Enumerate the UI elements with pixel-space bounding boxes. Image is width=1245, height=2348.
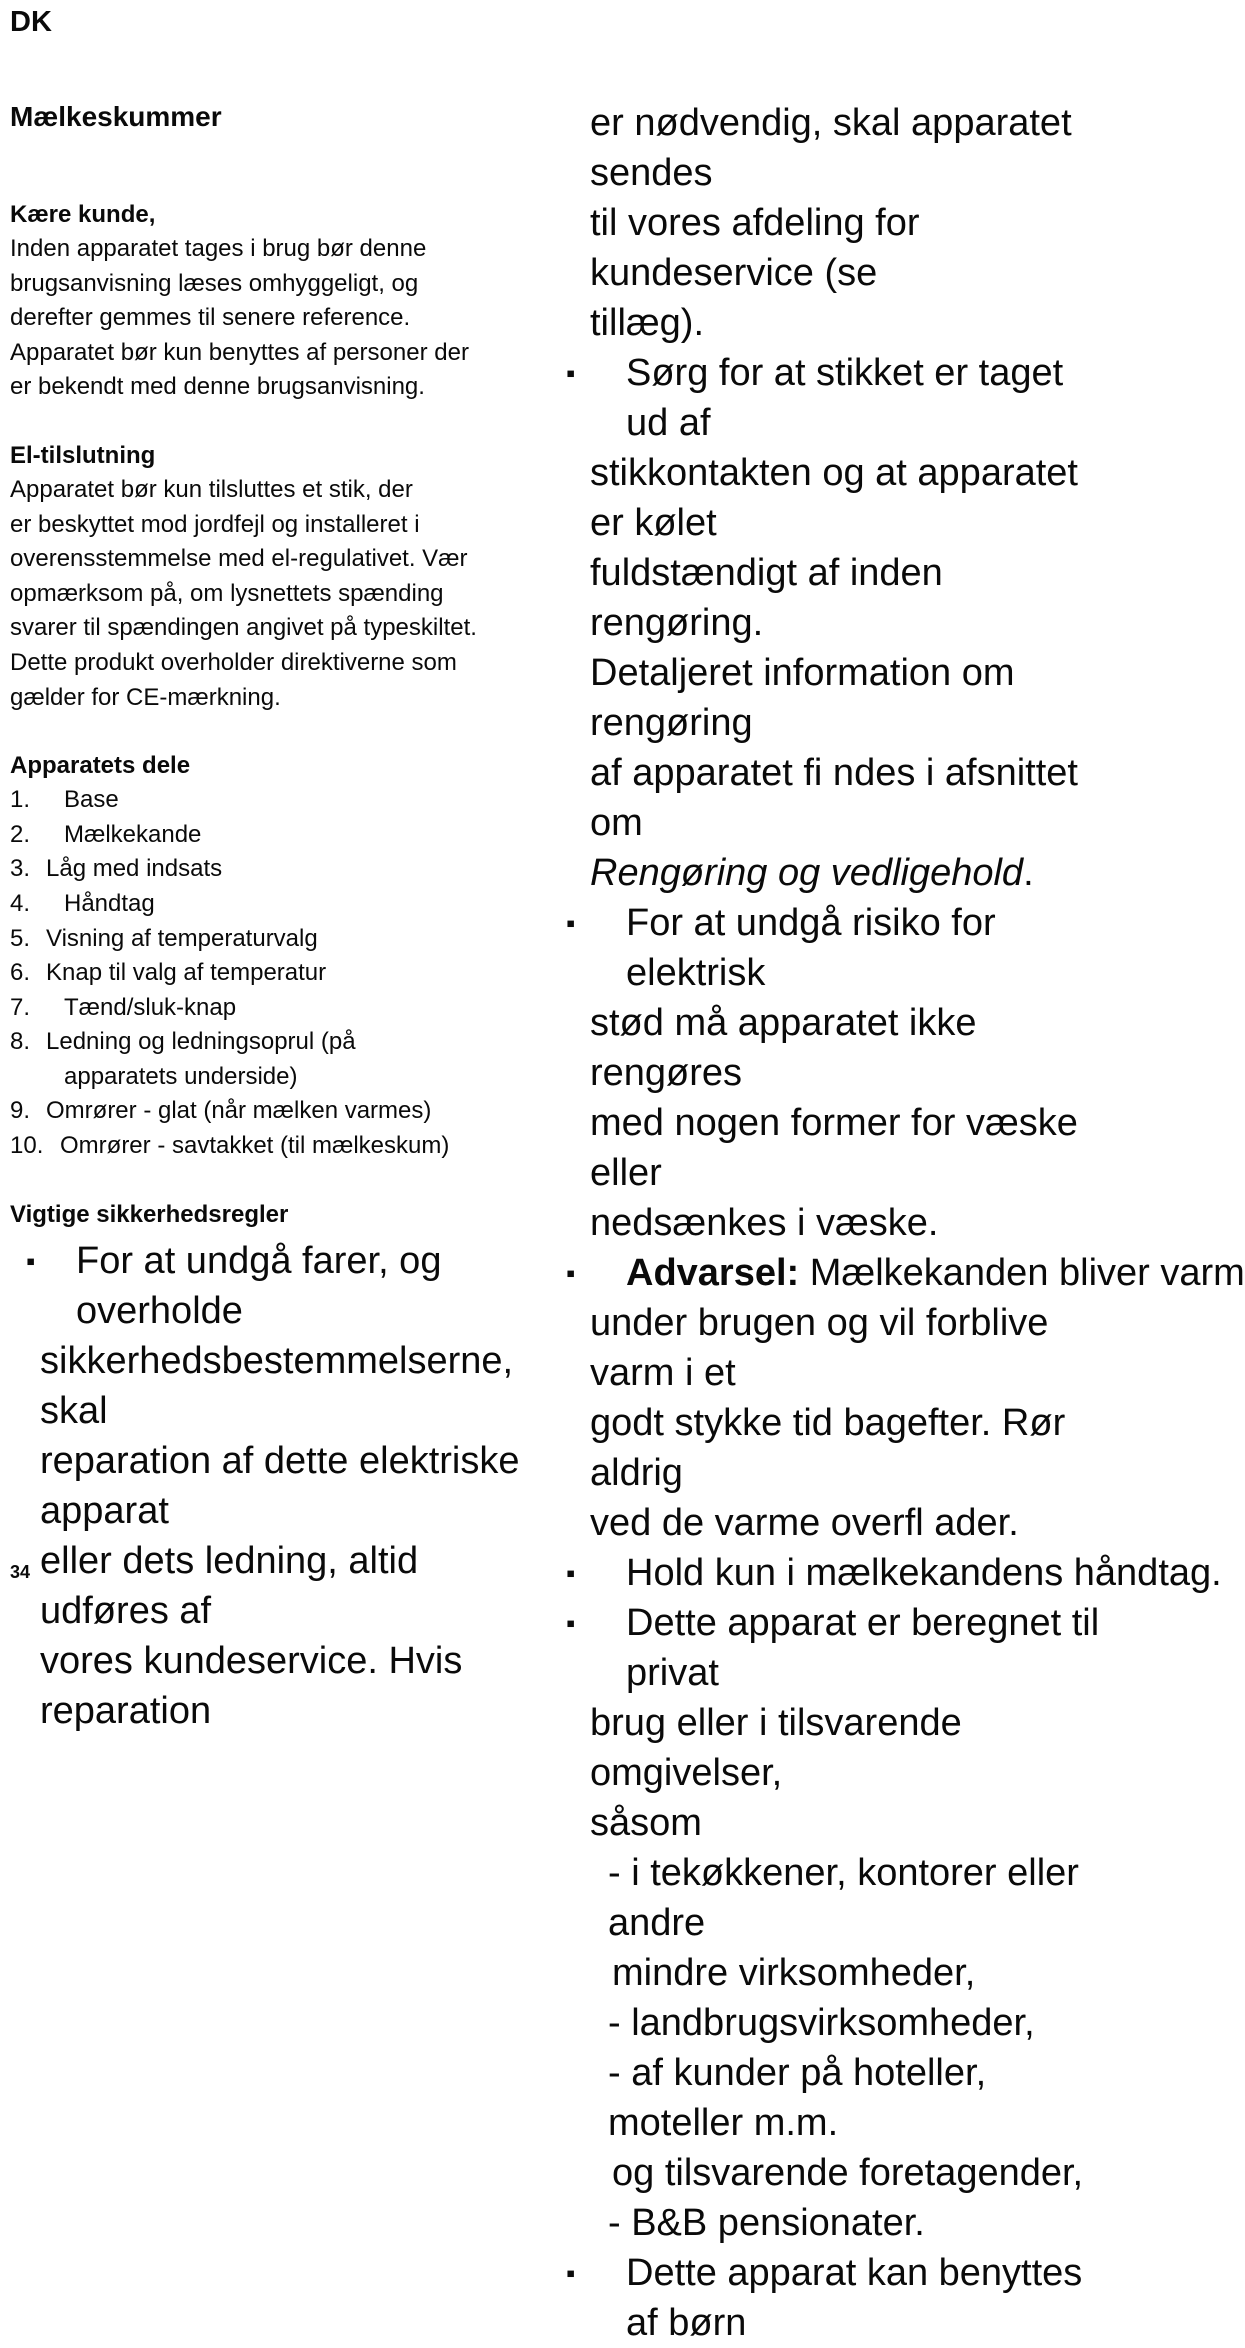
- text-line: Detaljeret information om rengøring: [590, 652, 1015, 744]
- bullet-icon: ▪: [26, 1245, 36, 1276]
- parts-list: [10, 783, 530, 1164]
- text-line: Dette apparat kan benyttes af børn: [626, 2252, 1083, 2344]
- safety-bullet-warning: [566, 1248, 1245, 1548]
- text-line: vores kundeservice. Hvis reparation: [40, 1639, 463, 1732]
- section-reference: Rengøring og vedligehold: [590, 852, 1024, 894]
- greeting-text: [10, 232, 530, 405]
- list-item: [10, 1129, 530, 1164]
- safety-bullet-handle: [566, 1548, 1222, 1598]
- item-label: Låg med indsats: [46, 855, 223, 883]
- text-line: For at undgå farer, og overholde: [76, 1239, 442, 1332]
- item-number: 1.: [10, 786, 31, 814]
- text-line: Hold kun i mælkekandens håndtag.: [626, 1552, 1222, 1594]
- item-label: Ledning og ledningsoprul (på: [46, 1028, 356, 1056]
- text-line: [590, 848, 1100, 898]
- text-line: Dette apparat er beregnet til privat: [626, 1602, 1100, 1694]
- list-item: [10, 991, 530, 1026]
- text-line: svarer til spændingen angivet på typeskiltet.: [10, 614, 477, 642]
- parts-heading: Apparatets dele: [10, 752, 191, 780]
- item-number: 10.: [10, 1132, 44, 1160]
- text-line: gælder for CE-mærkning.: [10, 683, 281, 711]
- text-line: Apparatet bør kun benyttes af personer der: [10, 338, 469, 366]
- list-item: [10, 922, 530, 957]
- text-line: Dette produkt overholder direktiverne som: [10, 648, 457, 676]
- item-label: Base: [64, 786, 119, 814]
- bullet-icon: ▪: [566, 358, 576, 388]
- text-line: brug eller i tilsvarende omgivelser,: [590, 1702, 962, 1794]
- language-code: DK: [10, 6, 52, 38]
- text-line: brugsanvisning læses omhyggeligt, og: [10, 269, 419, 297]
- item-label: Tænd/sluk-knap: [64, 993, 237, 1021]
- item-number: 9.: [10, 1097, 31, 1125]
- item-number: 6.: [10, 959, 31, 987]
- text-line: - landbrugsvirksomheder,: [608, 2002, 1035, 2044]
- text-line: med nogen former for væske eller: [590, 1102, 1078, 1194]
- item-label-continued: apparatets underside): [64, 1062, 298, 1090]
- item-number: 5.: [10, 924, 31, 952]
- bullet-icon: ▪: [566, 1258, 576, 1288]
- safety-bullet-private-use: [566, 1598, 1100, 2248]
- list-item: [10, 1094, 530, 1129]
- safety-bullet-cleaning: [566, 348, 1100, 898]
- item-label: Omrører - glat (når mælken varmes): [46, 1097, 432, 1125]
- text-line: fuldstændigt af inden rengøring.: [590, 552, 943, 644]
- safety-bullet-repair-continued: [590, 98, 1100, 348]
- text-line: nedsænkes i væske.: [590, 1202, 939, 1244]
- item-label: Omrører - savtakket (til mælkeskum): [60, 1132, 450, 1160]
- text-line: er nødvendig, skal apparatet sendes: [590, 102, 1072, 194]
- electrical-heading: El-tilslutning: [10, 441, 156, 469]
- item-number: 4.: [10, 889, 31, 917]
- item-label: Visning af temperaturvalg: [46, 924, 318, 952]
- text-line: Inden apparatet tages i brug bør denne: [10, 235, 427, 262]
- text-line: - af kunder på hoteller, moteller m.m.: [608, 2052, 987, 2144]
- warning-text: Mælkekanden bliver varm: [809, 1252, 1245, 1294]
- text-line: under brugen og vil forblive varm i et: [590, 1302, 1049, 1394]
- item-label: Håndtag: [64, 889, 155, 917]
- page-title: Mælkeskummer: [10, 101, 222, 132]
- text-line: - i tekøkkener, kontorer eller andre: [608, 1852, 1079, 1944]
- bullet-icon: ▪: [566, 1608, 576, 1638]
- text-line: opmærksom på, om lysnettets spænding: [10, 579, 444, 607]
- text-line: Sørg for at stikket er taget ud af: [626, 352, 1064, 444]
- item-label: Mælkekande: [64, 820, 202, 848]
- safety-bullet-children: [566, 2248, 1100, 2348]
- safety-heading: Vigtige sikkerhedsregler: [10, 1200, 289, 1228]
- text-line: [590, 1248, 1245, 1298]
- bullet-icon: ▪: [566, 2258, 576, 2288]
- text-line: er beskyttet mod jordfejl og installeret i: [10, 510, 420, 538]
- text-line: stikkontakten og at apparatet er kølet: [590, 452, 1078, 544]
- text-line: godt stykke tid bagefter. Rør aldrig: [590, 1402, 1066, 1494]
- text-line: er bekendt med denne brugsanvisning.: [10, 373, 425, 401]
- item-number: 7.: [10, 993, 31, 1021]
- page-number: 34: [10, 1562, 31, 1582]
- item-number: 3.: [10, 855, 31, 883]
- list-item: [10, 783, 530, 818]
- text-line: stød må apparatet ikke rengøres: [590, 1002, 977, 1094]
- text-line: sikkerhedsbestemmelserne, skal: [40, 1339, 514, 1432]
- electrical-text: [10, 473, 530, 715]
- text-line: reparation af dette elektriske apparat: [40, 1439, 520, 1532]
- text-line: derefter gemmes til senere reference.: [10, 304, 411, 332]
- list-item: [10, 818, 530, 853]
- text-line: af apparatet fi ndes i afsnittet om: [590, 752, 1078, 844]
- list-item: [10, 956, 530, 991]
- left-column: [10, 98, 530, 1736]
- list-item: [10, 887, 530, 922]
- text-line: overensstemmelse med el-regulativet. Vær: [10, 545, 468, 573]
- text-line: tillæg).: [590, 302, 705, 344]
- text-line: mindre virksomheder,: [612, 1952, 976, 1994]
- text-line: og tilsvarende foretagender,: [612, 2152, 1084, 2194]
- item-number: 2.: [10, 820, 31, 848]
- punctuation: .: [1023, 852, 1034, 894]
- text-line: - B&B pensionater.: [608, 2202, 925, 2244]
- greeting-heading: Kære kunde,: [10, 201, 156, 228]
- text-line: ved de varme overfl ader.: [590, 1502, 1019, 1544]
- text-line: til vores afdeling for kundeservice (se: [590, 202, 920, 294]
- list-item: [10, 1025, 530, 1094]
- safety-bullet-liquid: [566, 898, 1100, 1248]
- bullet-icon: ▪: [566, 908, 576, 938]
- list-item: [10, 852, 530, 887]
- bullet-icon: ▪: [566, 1558, 576, 1588]
- text-line: såsom: [590, 1802, 702, 1844]
- item-label: Knap til valg af temperatur: [46, 959, 327, 987]
- text-line: For at undgå risiko for elektrisk: [626, 902, 996, 994]
- right-column: [566, 98, 1245, 2348]
- item-number: 8.: [10, 1028, 31, 1056]
- text-line: Apparatet bør kun tilsluttes et stik, der: [10, 475, 413, 503]
- text-line: eller dets ledning, altid udføres af: [40, 1539, 419, 1632]
- safety-bullet-repair: [26, 1236, 520, 1736]
- warning-label: Advarsel:: [626, 1252, 800, 1294]
